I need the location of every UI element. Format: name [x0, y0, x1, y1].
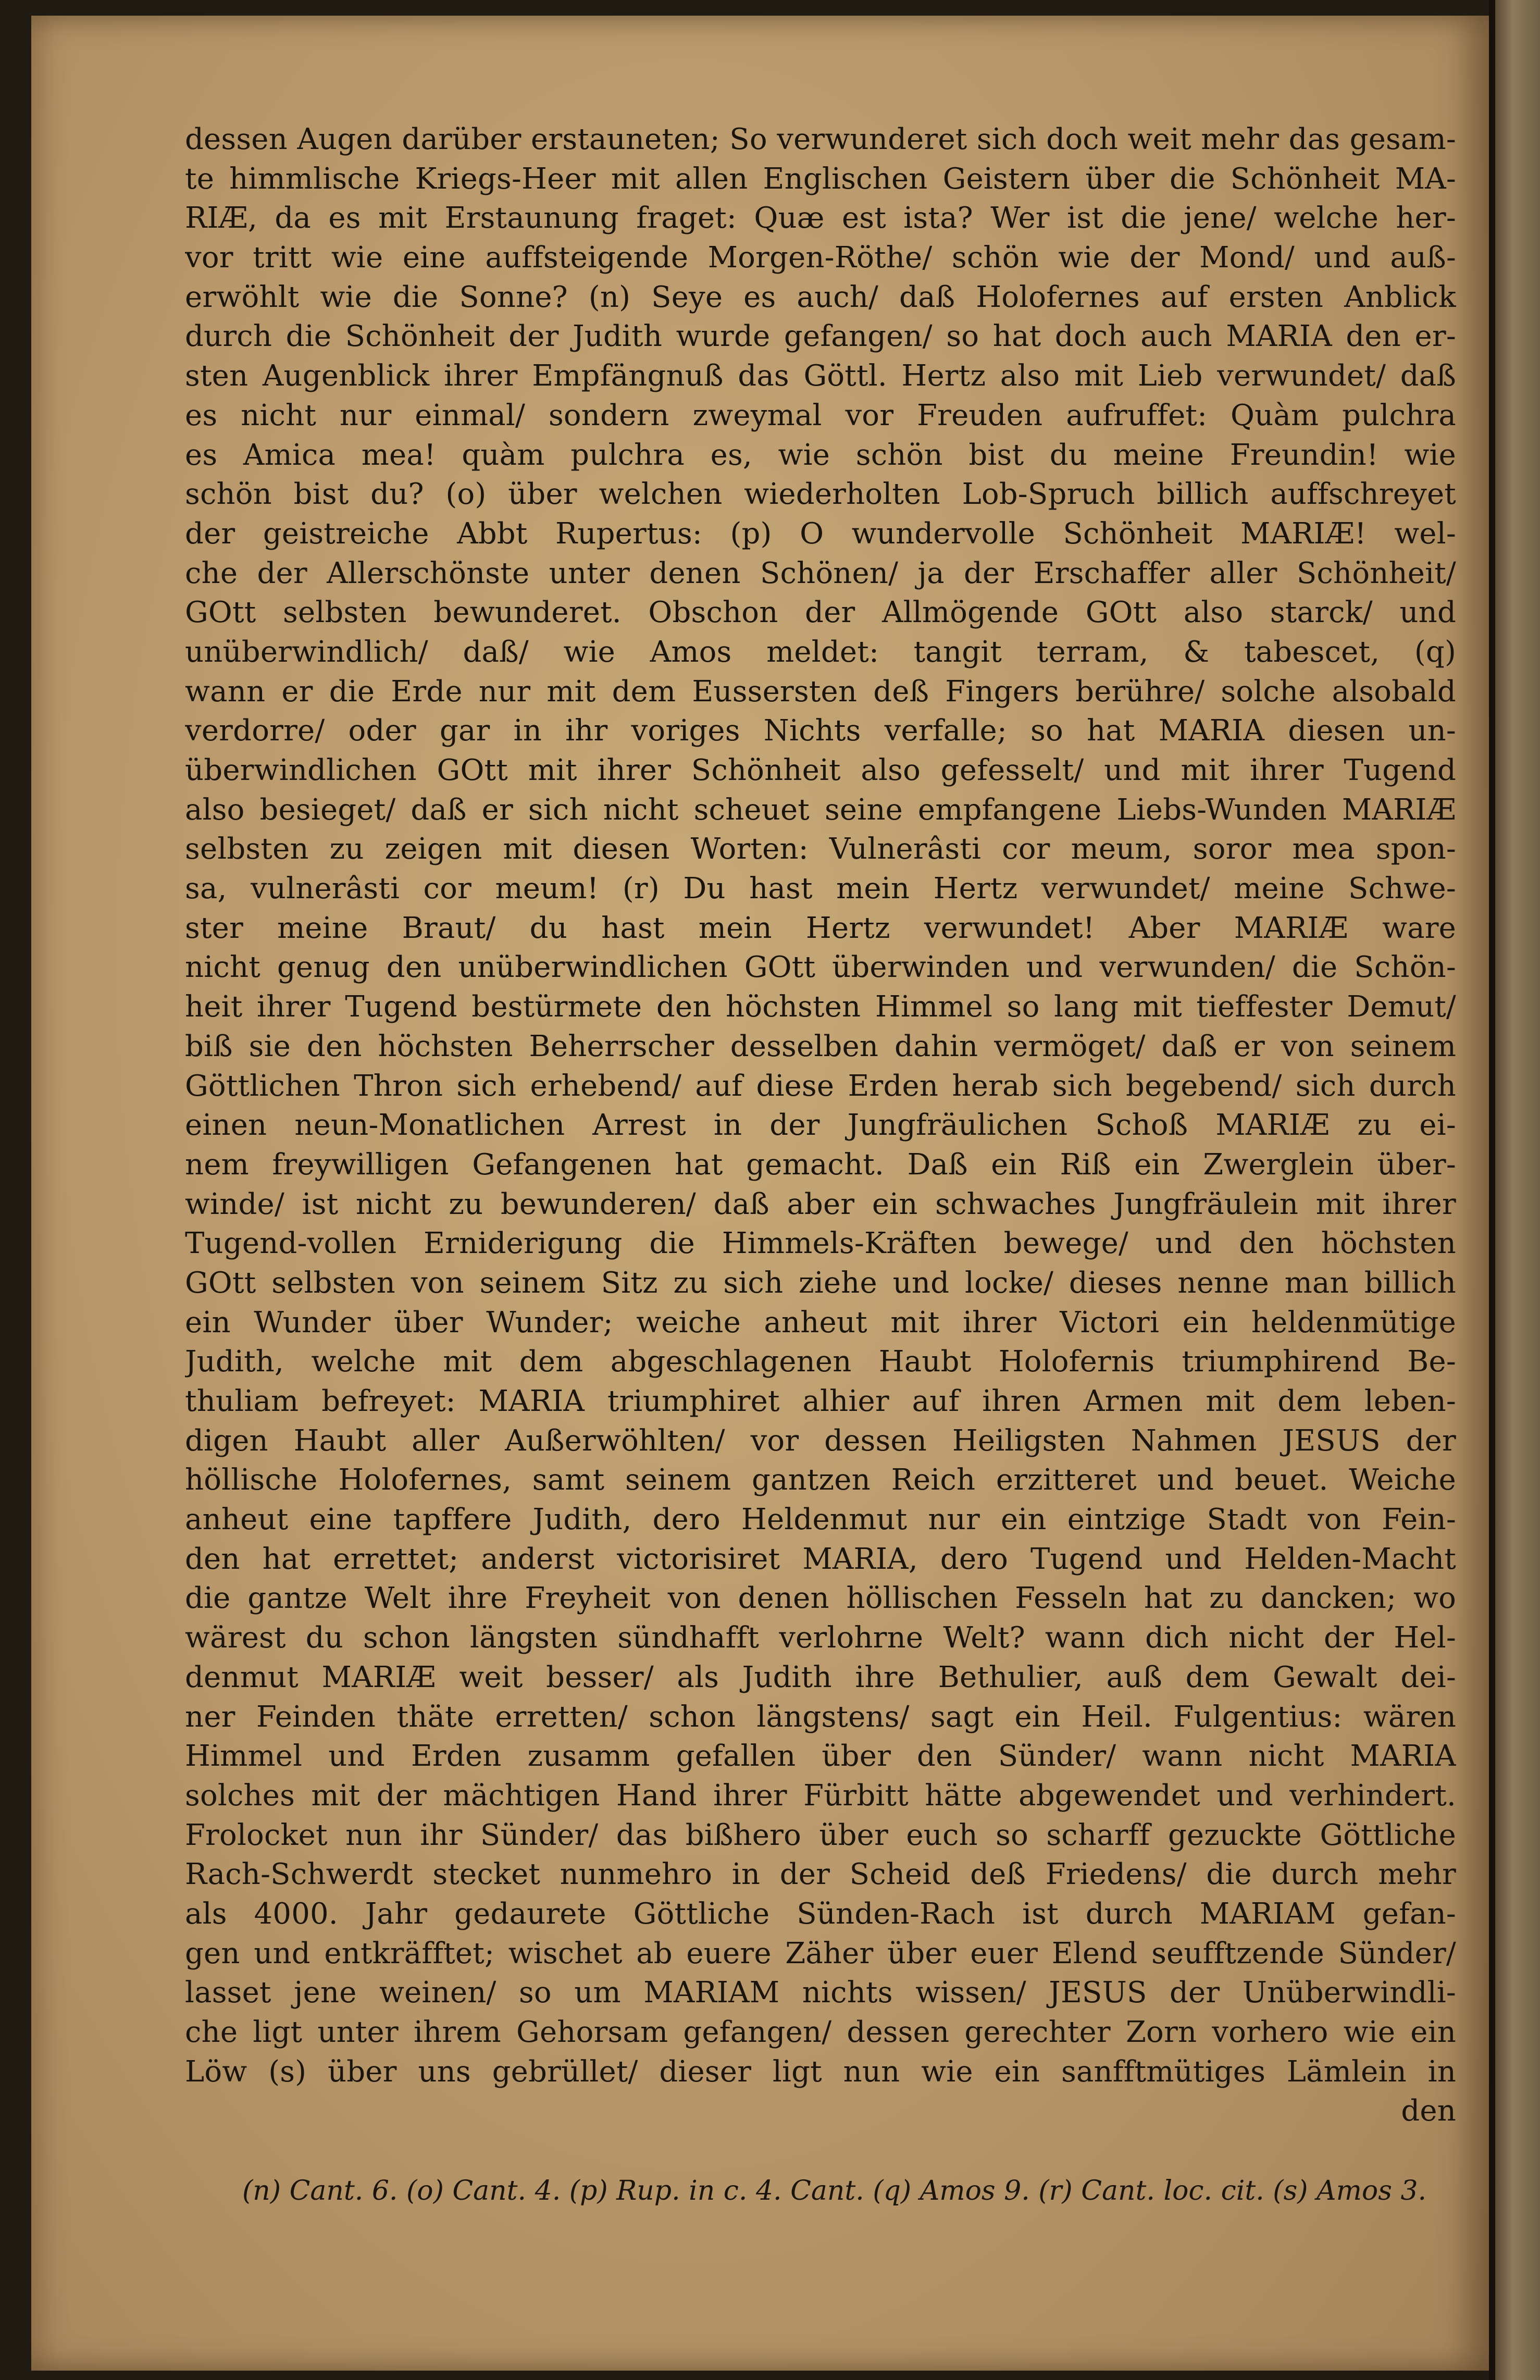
- text-line: einen neun-Monatlichen Arrest in der Jungfräulichen Schoß MARIÆ zu ei-: [185, 1108, 1456, 1143]
- text-line: biß sie den höchsten Beherrscher desselben dahin vermöget/ daß er von seinem: [185, 1029, 1456, 1063]
- text-line: unüberwindlich/ daß/ wie Amos meldet: tangit terram, & tabescet, (q): [185, 635, 1456, 669]
- text-line: thuliam befreyet: MARIA triumphiret alhier auf ihren Armen mit dem leben-: [185, 1384, 1456, 1418]
- text-line: che der Allerschönste unter denen Schönen/ ja der Erschaffer aller Schönheit/: [185, 556, 1456, 590]
- text-line: GOtt selbsten bewunderet. Obschon der Allmögende GOtt also starck/ und: [185, 596, 1456, 630]
- text-line: also besieget/ daß er sich nicht scheuet seine empfangene Liebs-Wunden MARIÆ: [185, 792, 1456, 827]
- text-line: die gantze Welt ihre Freyheit von denen höllischen Fesseln hat zu dancken; wo: [185, 1581, 1456, 1616]
- text-line: Tugend-vollen Erniderigung die Himmels-Kräften bewege/ und den höchsten: [185, 1226, 1456, 1261]
- text-line: Löw (s) über uns gebrüllet/ dieser ligt nun wie ein sanfftmütiges Lämlein in: [185, 2054, 1456, 2089]
- text-line: solches mit der mächtigen Hand ihrer Fürbitt hätte abgewendet und verhindert.: [185, 1778, 1456, 1813]
- text-line: sa, vulnerâsti cor meum! (r) Du hast mein Hertz verwundet/ meine Schwe-: [185, 872, 1456, 906]
- text-line: als 4000. Jahr gedaurete Göttliche Sünden-Rach ist durch MARIAM gefan-: [185, 1896, 1456, 1931]
- text-line: es Amica mea! quàm pulchra es, wie schön bist du meine Freundin! wie: [185, 438, 1456, 472]
- text-line: te himmlische Kriegs-Heer mit allen Englischen Geistern über die Schönheit MA-: [185, 162, 1456, 196]
- text-line: Frolocket nun ihr Sünder/ das bißhero über euch so scharff gezuckte Göttliche: [185, 1818, 1456, 1852]
- text-line: anheut eine tapffere Judith, dero Heldenmut nur ein eintzige Stadt von Fein-: [185, 1503, 1456, 1537]
- text-line: schön bist du? (o) über welchen wiederholten Lob-Spruch billich auffschreyet: [185, 477, 1456, 512]
- text-line: Göttlichen Thron sich erhebend/ auf diese Erden herab sich begebend/ sich durch: [185, 1069, 1456, 1103]
- text-line: che ligt unter ihrem Gehorsam gefangen/ dessen gerechter Zorn vorhero wie ein: [185, 2015, 1456, 2049]
- text-line: lasset jene weinen/ so um MARIAM nichts wissen/ JESUS der Unüberwindli-: [185, 1976, 1456, 2010]
- text-line: der geistreiche Abbt Rupertus: (p) O wundervolle Schönheit MARIÆ! wel-: [185, 516, 1456, 551]
- text-line: GOtt selbsten von seinem Sitz zu sich ziehe und locke/ dieses nenne man billich: [185, 1266, 1456, 1300]
- text-line: wann er die Erde nur mit dem Eussersten deß Fingers berühre/ solche alsobald: [185, 674, 1456, 709]
- body-text: [185, 120, 1456, 2131]
- text-line: wärest du schon längsten sündhafft verlohrne Welt? wann dich nicht der Hel-: [185, 1621, 1456, 1655]
- text-line: RIÆ, da es mit Erstaunung fraget: Quæ est ista? Wer ist die jene/ welche her-: [185, 201, 1456, 235]
- text-line: sten Augenblick ihrer Empfängnuß das Göttl. Hertz also mit Lieb verwundet/ daß: [185, 359, 1456, 393]
- text-line: ein Wunder über Wunder; weiche anheut mit ihrer Victori ein heldenmütige: [185, 1305, 1456, 1340]
- text-line: den hat errettet; anderst victorisiret MARIA, dero Tugend und Helden-Macht: [185, 1542, 1456, 1576]
- text-line: heit ihrer Tugend bestürmete den höchsten Himmel so lang mit tieffester Demut/: [185, 990, 1456, 1024]
- text-line: verdorre/ oder gar in ihr voriges Nichts verfalle; so hat MARIA diesen un-: [185, 714, 1456, 748]
- text-line: erwöhlt wie die Sonne? (n) Seye es auch/ daß Holofernes auf ersten Anblick: [185, 280, 1456, 314]
- text-line: winde/ ist nicht zu bewunderen/ daß aber ein schwaches Jungfräulein mit ihrer: [185, 1187, 1456, 1221]
- text-line: es nicht nur einmal/ sondern zweymal vor Freuden aufruffet: Quàm pulchra: [185, 398, 1456, 432]
- text-line: Himmel und Erden zusamm gefallen über den Sünder/ wann nicht MARIA: [185, 1739, 1456, 1774]
- catchword: den: [1401, 2094, 1456, 2128]
- text-line: denmut MARIÆ weit besser/ als Judith ihre Bethulier, auß dem Gewalt dei-: [185, 1660, 1456, 1694]
- text-line: gen und entkräfftet; wischet ab euere Zäher über euer Elend seufftzende Sünder/: [185, 1936, 1456, 1970]
- text-line: nicht genug den unüberwindlichen GOtt überwinden und verwunden/ die Schön-: [185, 950, 1456, 985]
- text-line: vor tritt wie eine auffsteigende Morgen-Röthe/ schön wie der Mond/ und auß-: [185, 241, 1456, 275]
- text-line: nem freywilligen Gefangenen hat gemacht. Daß ein Riß ein Zwerglein über-: [185, 1147, 1456, 1182]
- text-line: höllische Holofernes, samt seinem gantzen Reich erzitteret und beuet. Weiche: [185, 1463, 1456, 1497]
- text-line: selbsten zu zeigen mit diesen Worten: Vulnerâsti cor meum, soror mea spon-: [185, 832, 1456, 866]
- text-line: Rach-Schwerdt stecket nunmehro in der Scheid deß Friedens/ die durch mehr: [185, 1857, 1456, 1892]
- text-line: digen Haubt aller Außerwöhlten/ vor dessen Heiligsten Nahmen JESUS der: [185, 1423, 1456, 1458]
- text-line: Judith, welche mit dem abgeschlagenen Haubt Holofernis triumphirend Be-: [185, 1345, 1456, 1379]
- text-line: überwindlichen GOtt mit ihrer Schönheit also gefesselt/ und mit ihrer Tugend: [185, 753, 1456, 787]
- text-line: ner Feinden thäte erretten/ schon längstens/ sagt ein Heil. Fulgentius: wären: [185, 1700, 1456, 1734]
- text-line: dessen Augen darüber erstauneten; So verwunderet sich doch weit mehr das gesam-: [185, 122, 1456, 156]
- text-line: ster meine Braut/ du hast mein Hertz verwundet! Aber MARIÆ ware: [185, 911, 1456, 945]
- page-gutter: [1489, 0, 1495, 2380]
- text-line: durch die Schönheit der Judith wurde gefangen/ so hat doch auch MARIA den er-: [185, 319, 1456, 354]
- next-page-edge: [1495, 0, 1540, 2380]
- footnotes: (n) Cant. 6. (o) Cant. 4. (p) Rup. in c. 4. Cant. (q) Amos 9. (r) Cant. loc. cit. (s) Amos 3.: [242, 2175, 1427, 2207]
